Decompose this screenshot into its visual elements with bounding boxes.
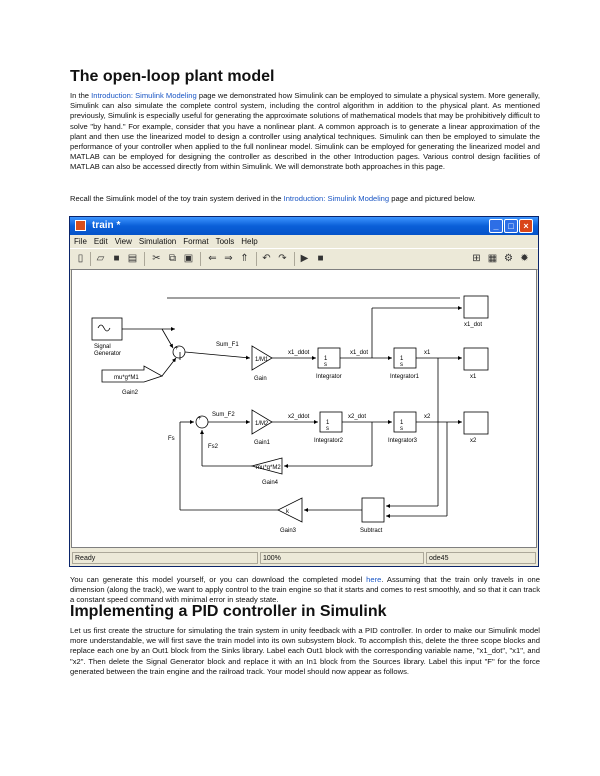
section-heading: Implementing a PID controller in Simulink bbox=[70, 603, 387, 620]
open-icon[interactable]: ▱ bbox=[96, 253, 105, 264]
gain-value: 1/M1 bbox=[255, 357, 269, 363]
menu-file[interactable]: File bbox=[74, 237, 87, 246]
x1-label: x1 bbox=[424, 350, 431, 356]
menubar bbox=[70, 235, 538, 248]
model-explorer-icon[interactable]: ✹ bbox=[520, 253, 529, 264]
gain3-label: Gain3 bbox=[280, 528, 297, 534]
status-solver: ode45 bbox=[426, 552, 536, 564]
integrator1-label: Integrator1 bbox=[390, 374, 420, 380]
menu-help[interactable]: Help bbox=[241, 237, 258, 246]
gain4-label: Gain4 bbox=[262, 480, 279, 486]
fs-label: Fs bbox=[168, 436, 175, 442]
link-here[interactable]: here bbox=[366, 575, 382, 584]
x1-dot-label: x1_dot bbox=[350, 350, 369, 356]
gain-label: Gain bbox=[254, 376, 267, 382]
scope-x1-dot[interactable] bbox=[464, 296, 488, 318]
sum-f2-label: Sum_F2 bbox=[212, 412, 235, 418]
back-icon[interactable]: ⇐ bbox=[208, 253, 217, 264]
build-icon[interactable]: ⊞ bbox=[472, 253, 481, 264]
integrator-block[interactable] bbox=[318, 348, 340, 368]
simulink-app-icon bbox=[75, 220, 86, 231]
menu-tools[interactable]: Tools bbox=[215, 237, 235, 246]
gain2-label: Gain2 bbox=[122, 390, 139, 396]
forward-icon[interactable]: ⇒ bbox=[224, 253, 233, 264]
scope-x1[interactable] bbox=[464, 348, 488, 370]
svg-text:s: s bbox=[400, 426, 403, 432]
integrator3-block[interactable] bbox=[394, 412, 416, 432]
toolbar bbox=[70, 248, 538, 270]
scope-x2[interactable] bbox=[464, 412, 488, 434]
svg-text:1: 1 bbox=[326, 420, 330, 426]
svg-text:1: 1 bbox=[400, 356, 404, 362]
x2-label: x2 bbox=[424, 414, 431, 420]
svg-text:1: 1 bbox=[400, 420, 404, 426]
gain4-value: mu*g*M2 bbox=[256, 465, 281, 471]
minimize-button[interactable]: _ bbox=[489, 219, 503, 233]
gain3-value: k bbox=[286, 509, 289, 515]
subtract-block[interactable] bbox=[362, 498, 384, 522]
paste-icon[interactable]: ▣ bbox=[183, 253, 194, 264]
page-title: The open-loop plant model bbox=[70, 68, 275, 85]
x2-dot-label: x2_dot bbox=[348, 414, 367, 420]
recall-paragraph: Recall the Simulink model of the toy train system derived in the Introduction: Simulink Modeling page and pictured below. bbox=[70, 194, 476, 203]
gain1-label: Gain1 bbox=[254, 440, 271, 446]
sum-f1-label: Sum_F1 bbox=[216, 342, 239, 348]
intro-paragraph: In the Introduction: Simulink Modeling page we demonstrated how Simulink can be employed to simulate a physical system. More generally, Simulink can also simulate the complete control system, including the control algorithm in addition to the physical plant. As mentioned previously, Simulink is especially useful for generating the approximate solutions of mathematical models that may be prohibitively difficult to solve "by hand." For example, consider that you have a nonlinear plant. A common approach is to generate a linear approximation of the plant and then use the linearized model to design a controller using analytical techniques. Simulink can then be employed to simulate the performance of your controller when applied to the full nonlinear model. Simulink can be employed for generating the linearized model and MATLAB can be employed for designing the controller as described in the other Introduction pages. Various control design facilities of MATLAB can also be accessed directly from within Simulink. We will demonstrate both approaches in this page. bbox=[70, 91, 541, 172]
integrator1-block[interactable] bbox=[394, 348, 416, 368]
undo-icon[interactable]: ↶ bbox=[262, 253, 271, 264]
menu-view[interactable]: View bbox=[114, 237, 132, 246]
svg-text:+: + bbox=[175, 346, 179, 352]
debug-icon[interactable]: ⚙ bbox=[504, 253, 513, 264]
svg-text:Generator: Generator bbox=[94, 351, 122, 357]
up-icon[interactable]: ⇑ bbox=[240, 253, 249, 264]
gain3-block[interactable] bbox=[278, 498, 302, 522]
library-browser-icon[interactable]: ▦ bbox=[487, 253, 498, 264]
maximize-button[interactable]: □ bbox=[504, 219, 518, 233]
download-paragraph: You can generate this model yourself, or you can download the completed model here. Assuming that the train only travels in one dimension (along the track), we want to apply control to the train engine so that it starts and comes to rest smoothly, and so that it can track a constant speed command with minimal error in steady state. bbox=[70, 575, 540, 605]
x1-scope-label: x1 bbox=[470, 374, 477, 380]
menu-edit[interactable]: Edit bbox=[93, 237, 108, 246]
redo-icon[interactable]: ↷ bbox=[278, 253, 287, 264]
fs2-label: Fs2 bbox=[208, 444, 219, 450]
gain2-value: mu*g*M1 bbox=[114, 375, 139, 381]
x2-scope-label: x2 bbox=[470, 438, 477, 444]
x1-ddot-label: x1_ddot bbox=[288, 350, 310, 356]
close-button[interactable]: × bbox=[519, 219, 533, 233]
start-simulation-icon[interactable]: ▶ bbox=[300, 253, 309, 264]
subtract-label: Subtract bbox=[360, 528, 383, 534]
integrator-label: Integrator bbox=[316, 374, 342, 380]
svg-text:+: + bbox=[198, 416, 202, 422]
menu-simulation[interactable]: Simulation bbox=[138, 237, 177, 246]
window-title: train * bbox=[92, 220, 121, 231]
signal-generator-block[interactable] bbox=[92, 318, 122, 340]
status-text: Ready bbox=[72, 552, 258, 564]
x2-ddot-label: x2_ddot bbox=[288, 414, 310, 420]
link-intro-simulink-modeling-2[interactable]: Introduction: Simulink Modeling bbox=[283, 194, 390, 203]
print-icon[interactable]: ▤ bbox=[127, 253, 138, 264]
copy-icon[interactable]: ⧉ bbox=[168, 253, 177, 264]
svg-text:1: 1 bbox=[324, 356, 328, 362]
pid-paragraph: Let us first create the structure for simulating the train system in unity feedback with a PID controller. In order to make our Simulink model more understandable, we will first save the train model into its own subsystem block. To accomplish this, delete the three scope blocks and replace each one by an Out1 block from the Sinks library. Label each Out1 block with the corresponding variable name, "x1_dot", "x1", and "x2". Then delete the Signal Generator block and replace it with an In1 block from the Sources library. Label this input "F" for the force generated between the train engine and the railroad track. Your model should now appear as follows. bbox=[70, 626, 540, 676]
menu-format[interactable]: Format bbox=[183, 237, 209, 246]
x1-dot-scope-label: x1_dot bbox=[464, 322, 483, 328]
save-icon[interactable]: ■ bbox=[113, 253, 120, 264]
integrator3-label: Integrator3 bbox=[388, 438, 418, 444]
simulink-window bbox=[69, 216, 539, 567]
statusbar bbox=[70, 550, 538, 566]
signal-generator-label: Signal bbox=[94, 344, 111, 350]
window-titlebar[interactable] bbox=[70, 217, 538, 235]
model-canvas[interactable] bbox=[71, 269, 537, 548]
gain1-value: 1/M2 bbox=[255, 421, 269, 427]
integrator2-label: Integrator2 bbox=[314, 438, 344, 444]
cut-icon[interactable]: ✂ bbox=[152, 253, 161, 264]
stop-simulation-icon[interactable]: ■ bbox=[317, 253, 324, 264]
svg-text:s: s bbox=[326, 426, 329, 432]
new-model-icon[interactable]: ▯ bbox=[77, 253, 84, 264]
svg-text:s: s bbox=[400, 362, 403, 368]
svg-text:s: s bbox=[324, 362, 327, 368]
link-intro-simulink-modeling[interactable]: Introduction: Simulink Modeling bbox=[91, 91, 197, 100]
integrator2-block[interactable] bbox=[320, 412, 342, 432]
status-zoom: 100% bbox=[260, 552, 424, 564]
